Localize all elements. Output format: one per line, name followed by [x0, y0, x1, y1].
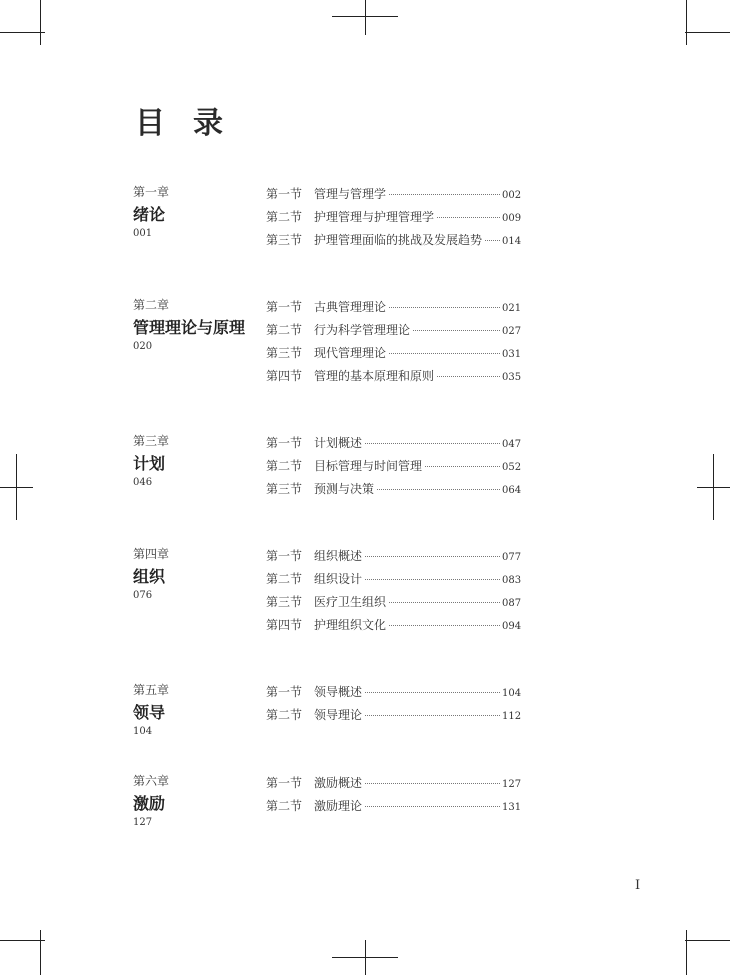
section-page: 014 — [502, 236, 522, 247]
crop-mark — [686, 930, 687, 975]
chapter-number: 第三章 — [133, 434, 170, 448]
crop-mark — [40, 930, 41, 975]
section-number: 第二节 — [266, 459, 303, 473]
section-entry[interactable] — [266, 185, 522, 208]
section-number: 第四节 — [266, 618, 303, 632]
section-title: 护理组织文化 — [314, 618, 387, 632]
dot-leader — [425, 466, 500, 467]
chapter-page: 020 — [133, 341, 153, 352]
section-entry[interactable] — [266, 457, 522, 480]
section-entry[interactable] — [266, 231, 522, 254]
section-entry[interactable] — [266, 683, 522, 706]
section-entry[interactable] — [266, 321, 522, 344]
section-entry[interactable] — [266, 797, 522, 820]
section-title: 现代管理理论 — [314, 346, 387, 360]
section-title: 管理与管理学 — [314, 187, 387, 201]
section-number: 第二节 — [266, 708, 303, 722]
section-page: 047 — [502, 439, 522, 450]
section-page: 131 — [502, 802, 522, 813]
chapter-title[interactable]: 激励 — [133, 794, 166, 813]
section-entry[interactable] — [266, 208, 522, 231]
section-page: 087 — [502, 598, 522, 609]
section-page: 094 — [502, 621, 522, 632]
section-title: 护理管理面临的挑战及发展趋势 — [314, 233, 483, 247]
chapter-number: 第六章 — [133, 774, 170, 788]
section-title: 计划概述 — [314, 436, 363, 450]
dot-leader — [437, 217, 500, 218]
section-title: 激励概述 — [314, 776, 363, 790]
section-number: 第一节 — [266, 685, 303, 699]
dot-leader — [365, 715, 500, 716]
dot-leader — [389, 625, 500, 626]
section-title: 组织概述 — [314, 549, 363, 563]
chapter-title[interactable]: 领导 — [133, 703, 166, 722]
chapter-page: 076 — [133, 590, 153, 601]
dot-leader — [365, 579, 500, 580]
dot-leader — [365, 443, 500, 444]
registration-mark — [365, 940, 366, 975]
section-entry[interactable] — [266, 367, 522, 390]
crop-mark — [685, 32, 730, 33]
dot-leader — [485, 240, 500, 241]
chapter-title[interactable]: 绪论 — [133, 205, 166, 224]
dot-leader — [365, 692, 500, 693]
dot-leader — [413, 330, 500, 331]
section-title: 领导概述 — [314, 685, 363, 699]
section-page: 009 — [502, 213, 522, 224]
dot-leader — [365, 556, 500, 557]
dot-leader — [377, 489, 500, 490]
chapter-title[interactable]: 组织 — [133, 567, 166, 586]
registration-mark — [713, 454, 714, 520]
dot-leader — [437, 376, 500, 377]
section-title: 目标管理与时间管理 — [314, 459, 423, 473]
page-folio: I — [635, 878, 641, 893]
section-number: 第三节 — [266, 482, 303, 496]
section-entry[interactable] — [266, 774, 522, 797]
section-title: 医疗卫生组织 — [314, 595, 387, 609]
chapter-page: 127 — [133, 817, 153, 828]
section-title: 护理管理与护理管理学 — [314, 210, 435, 224]
section-number: 第一节 — [266, 776, 303, 790]
section-page: 021 — [502, 303, 522, 314]
section-number: 第二节 — [266, 323, 303, 337]
chapter-number: 第二章 — [133, 298, 170, 312]
section-number: 第二节 — [266, 799, 303, 813]
section-entry[interactable] — [266, 570, 522, 593]
dot-leader — [389, 194, 500, 195]
crop-mark — [0, 32, 45, 33]
chapter-title[interactable]: 计划 — [133, 454, 166, 473]
section-number: 第三节 — [266, 233, 303, 247]
section-title: 预测与决策 — [314, 482, 375, 496]
section-entry[interactable] — [266, 547, 522, 570]
chapter-page: 046 — [133, 477, 153, 488]
section-page: 052 — [502, 462, 522, 473]
section-page: 077 — [502, 552, 522, 563]
registration-mark — [365, 0, 366, 35]
chapter-number: 第五章 — [133, 683, 170, 697]
section-number: 第三节 — [266, 595, 303, 609]
section-page: 031 — [502, 349, 522, 360]
section-number: 第二节 — [266, 572, 303, 586]
section-page: 104 — [502, 688, 522, 699]
dot-leader — [365, 806, 500, 807]
section-page: 002 — [502, 190, 522, 201]
section-number: 第二节 — [266, 210, 303, 224]
chapter-number: 第四章 — [133, 547, 170, 561]
crop-mark — [685, 940, 730, 941]
section-page: 127 — [502, 779, 522, 790]
section-title: 管理的基本原理和原则 — [314, 369, 435, 383]
chapter-title[interactable]: 管理理论与原理 — [133, 318, 246, 337]
section-page: 064 — [502, 485, 522, 496]
section-entry[interactable] — [266, 706, 522, 729]
section-entry[interactable] — [266, 344, 522, 367]
dot-leader — [389, 307, 500, 308]
registration-mark — [16, 454, 17, 520]
dot-leader — [389, 353, 500, 354]
page-title: 目录 — [135, 106, 251, 141]
section-title: 行为科学管理理论 — [314, 323, 411, 337]
section-title: 组织设计 — [314, 572, 363, 586]
chapter-page: 104 — [133, 726, 153, 737]
section-page: 083 — [502, 575, 522, 586]
section-number: 第一节 — [266, 300, 303, 314]
section-number: 第一节 — [266, 549, 303, 563]
section-entry[interactable] — [266, 593, 522, 616]
crop-mark — [0, 940, 45, 941]
crop-mark — [686, 0, 687, 45]
crop-mark — [40, 0, 41, 45]
section-entry[interactable] — [266, 298, 522, 321]
section-number: 第一节 — [266, 436, 303, 450]
section-page: 112 — [502, 711, 522, 722]
dot-leader — [389, 602, 500, 603]
section-entry[interactable] — [266, 434, 522, 457]
section-entry[interactable] — [266, 616, 522, 639]
section-number: 第一节 — [266, 187, 303, 201]
section-title: 激励理论 — [314, 799, 363, 813]
section-page: 035 — [502, 372, 522, 383]
section-page: 027 — [502, 326, 522, 337]
chapter-number: 第一章 — [133, 185, 170, 199]
section-title: 古典管理理论 — [314, 300, 387, 314]
section-entry[interactable] — [266, 480, 522, 503]
chapter-page: 001 — [133, 228, 153, 239]
section-number: 第三节 — [266, 346, 303, 360]
section-number: 第四节 — [266, 369, 303, 383]
section-title: 领导理论 — [314, 708, 363, 722]
dot-leader — [365, 783, 500, 784]
